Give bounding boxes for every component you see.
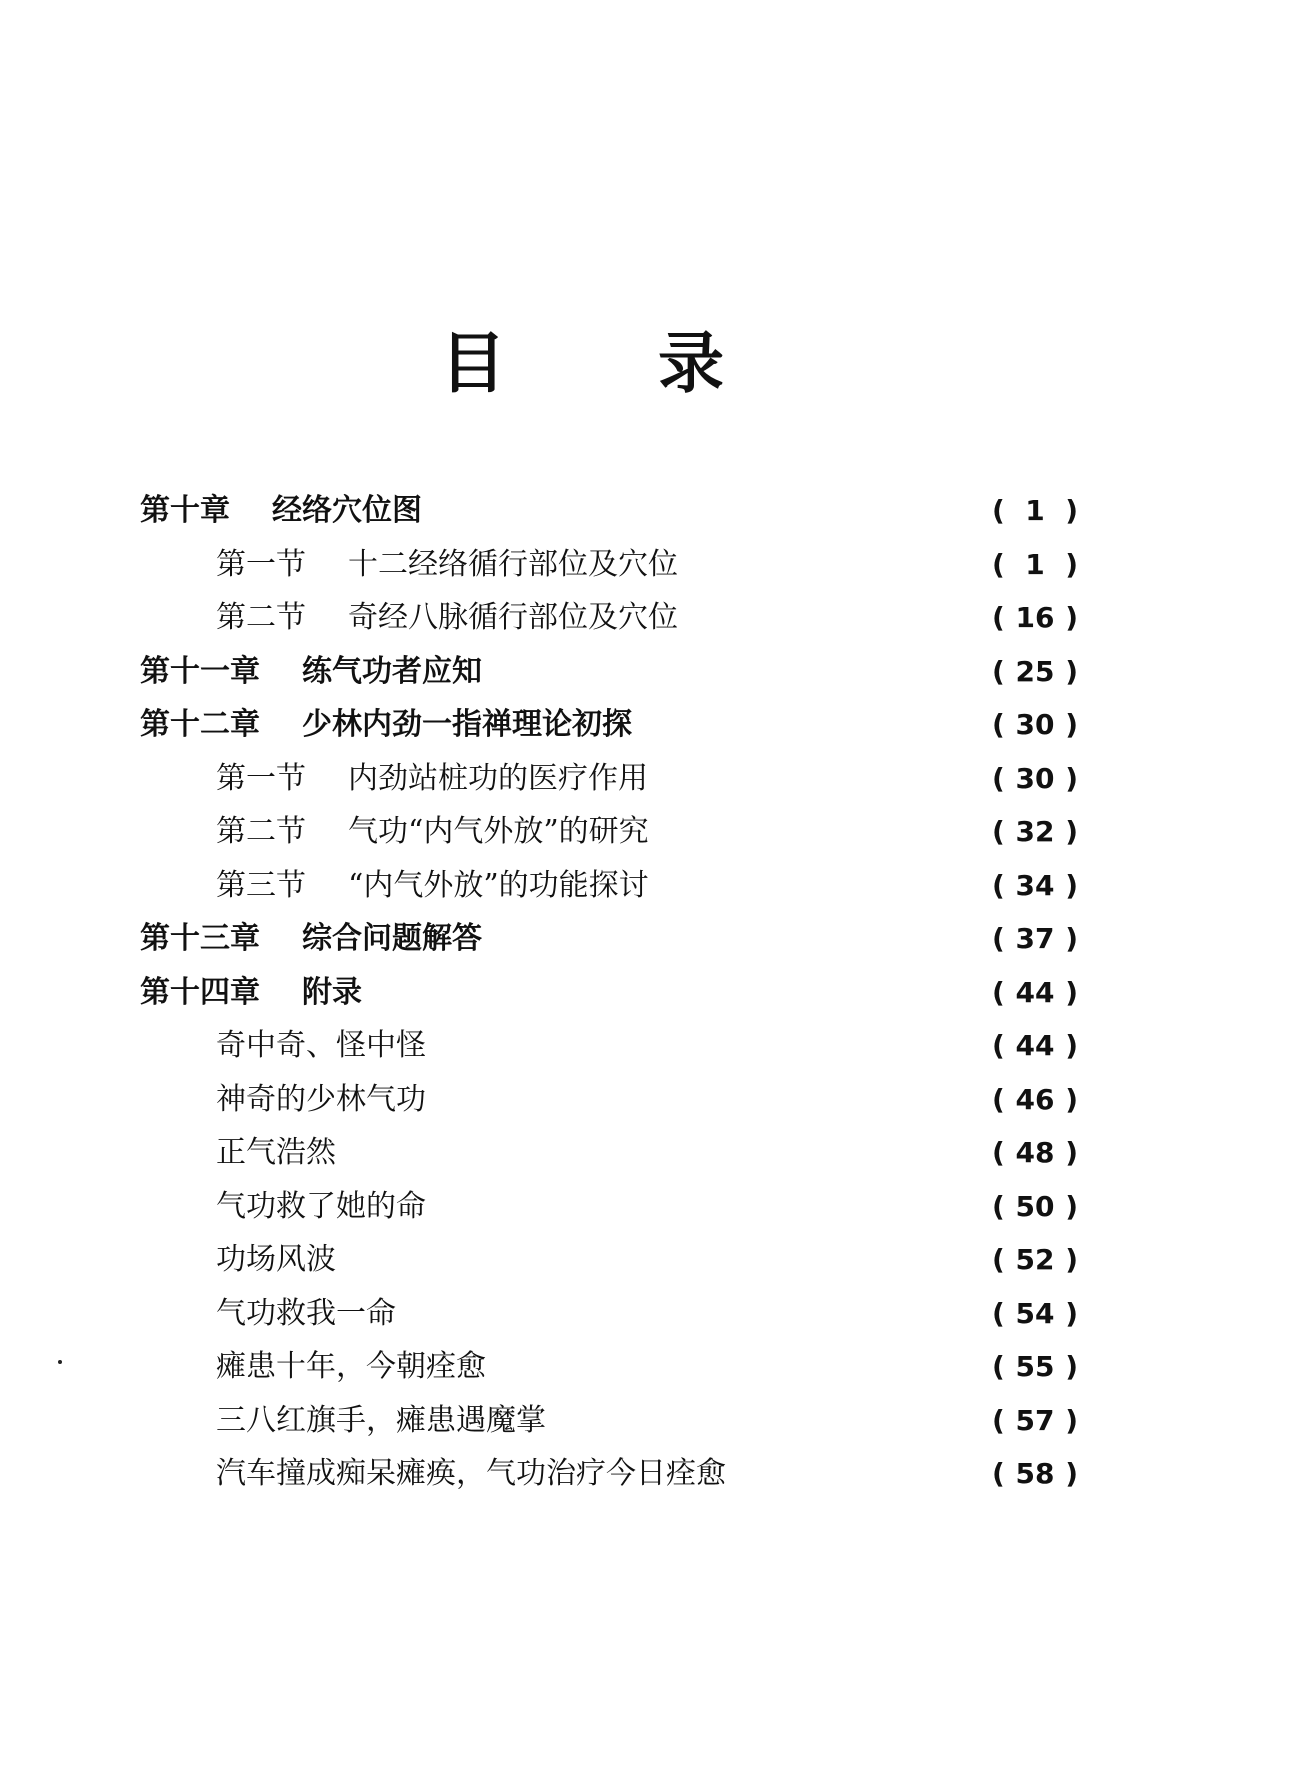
toc-entry-label: 第二节 [216, 600, 306, 635]
page-bracket-open: ( [992, 1297, 1005, 1330]
toc-page-number [992, 1130, 1078, 1176]
page-bracket-open: ( [992, 762, 1005, 795]
dot-leader [486, 649, 986, 695]
page-number-value: 52 [1015, 1243, 1055, 1276]
page-bracket-open: ( [992, 548, 1005, 581]
page-number-value: 44 [1015, 976, 1055, 1009]
toc-entry-heading: 附录 [302, 975, 362, 1010]
dot-leader [730, 1451, 986, 1497]
page-number-value: 54 [1015, 1297, 1055, 1330]
toc-entry-label: 第十四章 [140, 975, 260, 1010]
page-bracket-open: ( [992, 1190, 1005, 1223]
toc-entry-heading: 内劲站桩功的医疗作用 [348, 761, 648, 796]
toc-section-row[interactable] [216, 809, 1078, 855]
page-number-value: 34 [1015, 869, 1055, 902]
toc-entry-heading: 汽车撞成痴呆瘫痪，气功治疗今日痊愈 [216, 1456, 726, 1491]
dot-leader [653, 863, 986, 909]
toc-chapter-row[interactable] [140, 970, 1078, 1016]
toc-chapter-row[interactable] [140, 916, 1078, 962]
page-bracket-close: ) [1065, 1457, 1078, 1490]
page-bracket-close: ) [1065, 1083, 1078, 1116]
toc-chapter-row[interactable] [140, 488, 1078, 534]
toc-item-row[interactable] [216, 1023, 1078, 1069]
page-number-value: 44 [1015, 1029, 1055, 1062]
dot-leader [486, 916, 986, 962]
toc-page-number [992, 1184, 1078, 1230]
toc-page-number [992, 916, 1078, 962]
page-number-value: 37 [1015, 922, 1055, 955]
page-number-value: 58 [1015, 1457, 1055, 1490]
page-bracket-close: ) [1065, 548, 1078, 581]
toc-entry-heading: 三八红旗手，瘫患遇魔掌 [216, 1403, 546, 1438]
page-number-value: 16 [1015, 601, 1055, 634]
toc-page-number [992, 595, 1078, 641]
page-bracket-open: ( [992, 1029, 1005, 1062]
toc-page-number [992, 809, 1078, 855]
page-bracket-open: ( [992, 922, 1005, 955]
toc-chapter-row[interactable] [140, 702, 1078, 748]
page-bracket-close: ) [1065, 1297, 1078, 1330]
dot-leader [426, 488, 986, 534]
toc-item-row[interactable] [216, 1184, 1078, 1230]
toc-entry-heading: 气功“内气外放”的研究 [348, 814, 649, 849]
page-bracket-close: ) [1065, 1190, 1078, 1223]
page-number-value: 57 [1015, 1404, 1055, 1437]
toc-item-row[interactable] [216, 1398, 1078, 1444]
page-bracket-close: ) [1065, 1404, 1078, 1437]
toc-page-number [992, 1023, 1078, 1069]
page-number-value: 55 [1015, 1350, 1055, 1383]
page-bracket-open: ( [992, 1083, 1005, 1116]
dot-leader [340, 1237, 986, 1283]
toc-entry-label: 第十二章 [140, 707, 260, 742]
page-bracket-open: ( [992, 1243, 1005, 1276]
toc-page-number [992, 1451, 1078, 1497]
page-bracket-open: ( [992, 1350, 1005, 1383]
toc-chapter-row[interactable] [140, 649, 1078, 695]
toc-page-number [992, 1398, 1078, 1444]
page-number-value: 1 [1025, 494, 1045, 527]
toc-entry-label: 第十三章 [140, 921, 260, 956]
page-bracket-open: ( [992, 601, 1005, 634]
page-bracket-open: ( [992, 1457, 1005, 1490]
toc-entry-heading: 十二经络循行部位及穴位 [348, 547, 678, 582]
toc-page-number [992, 542, 1078, 588]
page-number-value: 30 [1015, 708, 1055, 741]
dot-leader [682, 595, 986, 641]
toc-entry-label: 第三节 [216, 868, 306, 903]
toc-item-row[interactable] [216, 1130, 1078, 1176]
page-number-value: 25 [1015, 655, 1055, 688]
toc-entry-heading: 奇经八脉循行部位及穴位 [348, 600, 678, 635]
page-number-value: 32 [1015, 815, 1055, 848]
toc-page-number [992, 649, 1078, 695]
toc-item-row[interactable] [216, 1077, 1078, 1123]
page-number-value: 46 [1015, 1083, 1055, 1116]
page-bracket-close: ) [1065, 1136, 1078, 1169]
toc-entry-heading: 气功救了她的命 [216, 1189, 426, 1224]
title-char-2: 录 [658, 324, 724, 402]
toc-item-row[interactable] [216, 1237, 1078, 1283]
toc-entry-heading: 少林内劲一指禅理论初探 [302, 707, 632, 742]
toc-entry-heading: 综合问题解答 [302, 921, 482, 956]
toc-page-number [992, 756, 1078, 802]
page-bracket-close: ) [1065, 1243, 1078, 1276]
dot-leader [366, 970, 986, 1016]
toc-entry-label: 第十章 [140, 493, 230, 528]
toc-entry-heading: 瘫患十年，今朝痊愈 [216, 1349, 486, 1384]
toc-entry-heading: 经络穴位图 [272, 493, 422, 528]
toc-entry-heading: “内气外放”的功能探讨 [348, 868, 649, 903]
title-char-1: 目 [440, 324, 506, 402]
toc-entry-heading: 奇中奇、怪中怪 [216, 1028, 426, 1063]
page-bracket-close: ) [1065, 1350, 1078, 1383]
page-bracket-close: ) [1065, 1029, 1078, 1062]
page-number-value: 48 [1015, 1136, 1055, 1169]
page-bracket-open: ( [992, 1136, 1005, 1169]
page-number-value: 50 [1015, 1190, 1055, 1223]
dot-leader [430, 1184, 986, 1230]
page-number-value: 1 [1025, 548, 1045, 581]
toc-entry-label: 第一节 [216, 547, 306, 582]
page-bracket-open: ( [992, 976, 1005, 1009]
page-bracket-close: ) [1065, 494, 1078, 527]
page-bracket-open: ( [992, 655, 1005, 688]
dot-leader [682, 542, 986, 588]
page-bracket-close: ) [1065, 708, 1078, 741]
page-title [0, 318, 1314, 408]
toc-section-row[interactable] [216, 756, 1078, 802]
page-bracket-open: ( [992, 1404, 1005, 1437]
toc-page-number [992, 970, 1078, 1016]
toc-entry-heading: 功场风波 [216, 1242, 336, 1277]
toc-entry-label: 第一节 [216, 761, 306, 796]
page-bracket-open: ( [992, 815, 1005, 848]
dot-leader [636, 702, 986, 748]
toc-section-row[interactable] [216, 863, 1078, 909]
toc-item-row[interactable] [216, 1344, 1078, 1390]
toc-page-number [992, 1291, 1078, 1337]
dot-leader [653, 809, 986, 855]
toc-item-row[interactable] [216, 1451, 1078, 1497]
page-bracket-open: ( [992, 494, 1005, 527]
dot-leader [652, 756, 986, 802]
toc-page-number [992, 1237, 1078, 1283]
toc-entry-label: 第十一章 [140, 654, 260, 689]
page-bracket-close: ) [1065, 976, 1078, 1009]
toc-entry-heading: 正气浩然 [216, 1135, 336, 1170]
page-number-value: 30 [1015, 762, 1055, 795]
dot-leader [430, 1077, 986, 1123]
toc-page-number [992, 702, 1078, 748]
page-bracket-open: ( [992, 708, 1005, 741]
dot-leader [340, 1130, 986, 1176]
page-bracket-close: ) [1065, 655, 1078, 688]
toc-section-row[interactable] [216, 595, 1078, 641]
toc-page-number [992, 863, 1078, 909]
page-bracket-close: ) [1065, 815, 1078, 848]
dot-leader [400, 1291, 986, 1337]
toc-entry-heading: 神奇的少林气功 [216, 1082, 426, 1117]
dot-leader [550, 1398, 986, 1444]
dot-leader [490, 1344, 986, 1390]
print-speck [58, 1360, 62, 1364]
toc-entry-heading: 气功救我一命 [216, 1296, 396, 1331]
page-bracket-close: ) [1065, 869, 1078, 902]
toc-entry-label: 第二节 [216, 814, 306, 849]
page-bracket-open: ( [992, 869, 1005, 902]
page-bracket-close: ) [1065, 601, 1078, 634]
toc-item-row[interactable] [216, 1291, 1078, 1337]
page-bracket-close: ) [1065, 922, 1078, 955]
toc-page-number [992, 1077, 1078, 1123]
toc-page-number [992, 488, 1078, 534]
toc-section-row[interactable] [216, 542, 1078, 588]
dot-leader [430, 1023, 986, 1069]
page-bracket-close: ) [1065, 762, 1078, 795]
toc-entry-heading: 练气功者应知 [302, 654, 482, 689]
toc-page-number [992, 1344, 1078, 1390]
